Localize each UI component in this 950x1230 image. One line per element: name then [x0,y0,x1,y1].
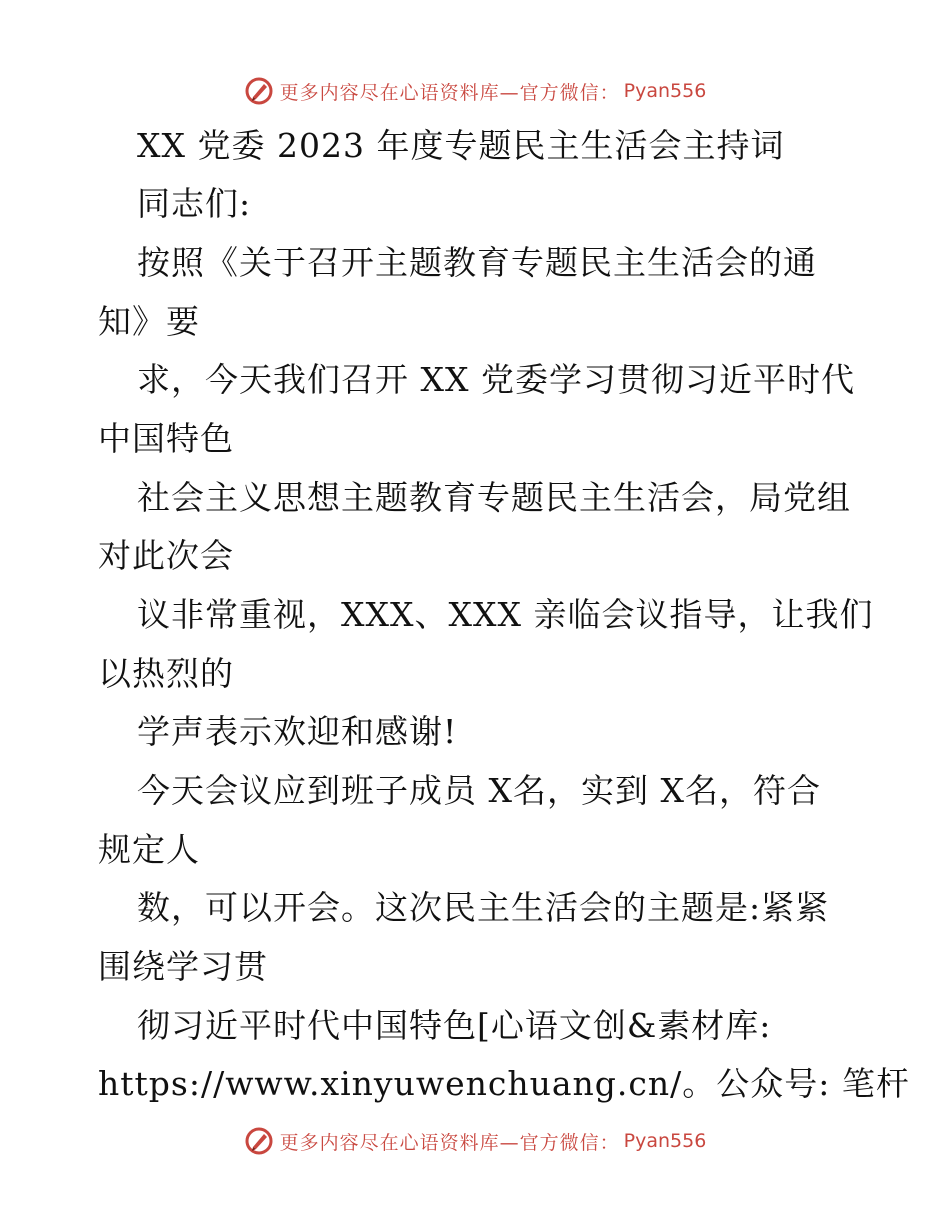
document-line: 知》要 [98,302,200,341]
document-line: 按照《关于召开主题教育专题民主生活会的通 [137,243,817,282]
document-line: 对此次会 [98,536,234,575]
document-line: 以热烈的 [98,654,234,693]
document-line: 今天会议应到班子成员 X名，实到 X名，符合 [137,771,821,810]
document-line: 社会主义思想主题教育专题民主生活会，局党组 [137,478,851,517]
footer-wechat-id: Pyan556 [623,1130,707,1152]
footer-banner-text: 更多内容尽在心语资料库—官方微信： [279,1131,620,1154]
pen-logo-icon [244,76,274,106]
pen-logo-icon [244,1126,274,1156]
document-line: 学声表示欢迎和感谢! [137,712,458,751]
header-wechat-id: Pyan556 [623,80,707,102]
document-line: 规定人 [98,830,200,869]
document-line: 同志们: [137,184,252,223]
document-line: 彻习近平时代中国特色[心语文创&素材库: [137,1006,772,1045]
document-title: XX 党委 2023 年度专题民主生活会主持词 [137,126,785,165]
document-line: 议非常重视，XXX、XXX 亲临会议指导，让我们 [137,595,874,634]
footer-banner [0,1121,950,1161]
document-line: 求，今天我们召开 XX 党委学习贯彻习近平时代 [137,360,855,399]
document-line: 数，可以开会。这次民主生活会的主题是:紧紧 [137,888,830,927]
document-line: 围绕学习贯 [98,947,268,986]
header-banner [0,71,950,111]
document-line: 中国特色 [98,419,234,458]
header-banner-text: 更多内容尽在心语资料库—官方微信： [279,81,620,104]
document-line: https://www.xinyuwenchuang.cn/。公众号: 笔杆 [98,1064,910,1103]
